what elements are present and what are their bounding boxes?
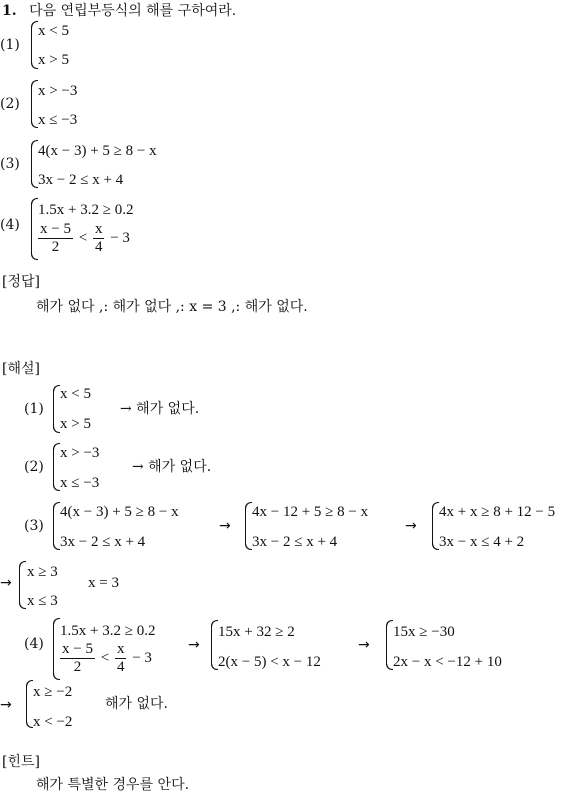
sol-4-label: (4) [24,636,44,652]
sol-3-label: (3) [24,518,44,534]
sol-4-frac-2: $\frac{x}{4}$ [116,641,125,675]
hint-heading: [힌트] [2,754,40,770]
sol-2-eq1: x > −3 [60,445,100,461]
sol-4-b1: 15x + 32 ≥ 2 [218,624,295,640]
item-2-brace [31,81,38,127]
sol-4-result: 해가 없다. [105,696,168,712]
sol-3-arrow-2: → [405,518,417,534]
sol-3-d1: x ≥ 3 [27,564,58,580]
sol-4-arrow-2: → [358,637,370,653]
sol-4-brace-b [211,621,218,669]
item-4-eq1: 1.5x + 3.2 ≥ 0.2 [38,202,134,218]
problem-text: 다음 연립부등식의 해를 구하여라. [29,3,237,19]
sol-3-c1: 4x + x ≥ 8 + 12 − 5 [439,504,556,520]
sol-3-brace-b [245,503,252,549]
sol-4-arrow-3: → [0,697,12,713]
item-1-eq1: x < 5 [38,23,69,39]
sol-3-a1: 4(x − 3) + 5 ≥ 8 − x [60,504,179,520]
sol-1-brace [53,386,60,432]
sol-2-brace [53,444,60,490]
sol-4-d2: x < −2 [33,714,73,730]
sol-4-frac-1: $\frac{x - 5}{2}$ [62,641,93,675]
solution-heading: [해설] [2,361,40,377]
sol-1-result: → 해가 없다. [120,401,200,417]
sol-3-brace-d [19,562,26,608]
hint-text: 해가 특별한 경우를 안다. [36,777,190,793]
sol-1-label: (1) [24,401,44,417]
sol-4-d1: x ≥ −2 [33,684,73,700]
answer-heading: [정답] [2,274,40,290]
sol-4-brace-c [386,621,393,669]
sol-3-brace-c [432,503,439,549]
item-4-eq2: $\frac{x - 5}{2}$ < $\frac{x}{4}$ − 3 [40,221,130,255]
sol-4-c2: 2x − x < −12 + 10 [393,654,502,670]
sol-4-arrow-1: → [188,637,200,653]
sol-3-c2: 3x − x ≤ 4 + 2 [439,534,525,550]
item-2-eq1: x > −3 [38,83,78,99]
item-1-label: (1) [0,37,20,53]
item-1-brace [31,22,38,68]
sol-2-result: → 해가 없다. [132,459,212,475]
item-4-frac-1: $\frac{x - 5}{2}$ [40,221,71,255]
item-3-eq2: 3x − 2 ≤ x + 4 [38,172,124,188]
item-3-brace [31,141,38,187]
item-2-eq2: x ≤ −3 [38,112,78,128]
sol-3-d2: x ≤ 3 [27,593,58,609]
sol-1-eq1: x < 5 [60,386,91,402]
problem-header [2,4,236,18]
sol-3-a2: 3x − 2 ≤ x + 4 [60,534,146,550]
answer-text: 해가 없다 ,: 해가 없다 ,: x = 3 ,: 해가 없다. [36,299,308,315]
item-4-frac-2: $\frac{x}{4}$ [94,221,103,255]
sol-4-a1: 1.5x + 3.2 ≥ 0.2 [60,623,156,639]
sol-3-result: x = 3 [88,575,119,591]
sol-2-eq2: x ≤ −3 [60,475,100,491]
item-3-eq1: 4(x − 3) + 5 ≥ 8 − x [38,143,157,159]
sol-4-b2: 2(x − 5) < x − 12 [218,654,321,670]
sol-3-b2: 3x − 2 ≤ x + 4 [252,534,338,550]
item-1-eq2: x > 5 [38,52,69,68]
sol-3-arrow-1: → [219,518,231,534]
sol-1-eq2: x > 5 [60,416,91,432]
sol-4-a2: $\frac{x - 5}{2}$ < $\frac{x}{4}$ − 3 [62,641,152,675]
sol-3-b1: 4x − 12 + 5 ≥ 8 − x [252,504,369,520]
item-3-label: (3) [0,156,20,172]
sol-4-brace-d [26,681,33,727]
item-4-label: (4) [0,217,20,233]
sol-2-label: (2) [24,459,44,475]
item-2-label: (2) [0,96,20,112]
sol-3-arrow-3: → [0,575,12,591]
sol-3-brace-a [53,503,60,549]
sol-4-c1: 15x ≥ −30 [393,624,455,640]
problem-number: 1. [2,3,17,19]
